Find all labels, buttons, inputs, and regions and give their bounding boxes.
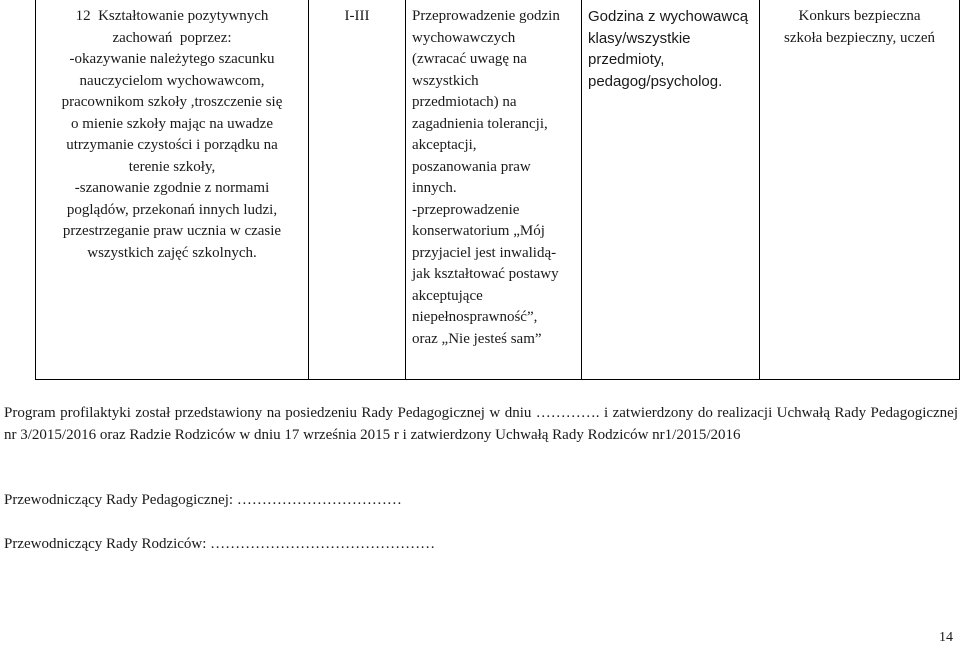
- cell-line: przedmiotach) na: [412, 94, 517, 110]
- cell-line: Godzina z wychowawcą: [588, 8, 749, 25]
- cell-line: klasy/wszystkie: [588, 29, 691, 47]
- cell-line: konserwatorium „Mój: [412, 223, 545, 239]
- cell-line: I-III: [344, 8, 370, 24]
- cell-line: niepełnosprawność”,: [412, 309, 538, 325]
- cell-line: poglądów, przekonań innych ludzi,: [66, 201, 278, 218]
- cell-line: akceptujące: [412, 287, 483, 304]
- cell-line: pracownikom szkoły ,troszczenie się: [61, 94, 283, 110]
- cell-line: przestrzeganie praw ucznia w czasie: [62, 223, 282, 239]
- cell-line: przyjaciel jest inwalidą-: [412, 244, 557, 261]
- cell-task: [36, 0, 309, 380]
- cell-line: jak kształtować postawy: [412, 266, 559, 282]
- cell-line: -okazywanie należytego szacunku: [69, 51, 275, 67]
- cell-line: Przeprowadzenie godzin: [412, 8, 560, 24]
- cell-line: wychowawczych: [412, 29, 516, 46]
- signature-pedagogical-council: Przewodniczący Rady Pedagogicznej: ……………………………: [4, 492, 402, 508]
- cell-line: przedmioty,: [588, 51, 665, 68]
- cell-line: (zwracać uwagę na: [412, 51, 527, 67]
- cell-line: poszanowania praw: [412, 158, 531, 175]
- cell-line: pedagog/psycholog.: [588, 72, 723, 90]
- approval-paragraph: Program profilaktyki został przedstawiony na posiedzeniu Rady Pedagogicznej w dniu …………. i zatwierdzony do realizacji Uchwałą Rady Pedagogicznej nr 3/2015/2016 oraz Radzie Rodziców w dniu 17 września 2015 r i zatwierdzony Uchwałą Rady Rodziców nr1/2015/2016: [4, 405, 958, 443]
- cell-line: 12 Kształtowanie pozytywnych: [75, 8, 269, 24]
- cell-line: zagadnienia tolerancji,: [412, 115, 548, 132]
- cell-line: nauczycielom wychowawcom,: [79, 72, 265, 89]
- program-table: [35, 0, 960, 380]
- cell-line: wszystkich: [412, 72, 479, 89]
- cell-actions: [406, 0, 582, 380]
- cell-line: Konkurs bezpieczna: [798, 8, 921, 24]
- cell-line: akceptacji,: [412, 137, 477, 153]
- cell-line: terenie szkoły,: [128, 158, 216, 175]
- table-row: [36, 0, 960, 380]
- cell-line: innych.: [412, 180, 457, 196]
- cell-classes: [309, 0, 406, 380]
- cell-evaluation: [760, 0, 960, 380]
- cell-line: o mienie szkoły mając na uwadze: [70, 115, 273, 132]
- cell-line: -przeprowadzenie: [412, 201, 520, 218]
- cell-line: szkoła bezpieczny, uczeń: [783, 29, 936, 46]
- cell-line: -szanowanie zgodnie z normami: [74, 180, 270, 196]
- page-number: 14: [939, 630, 953, 645]
- cell-line: utrzymanie czystości i porządku na: [66, 137, 278, 153]
- signature-parents-council: Przewodniczący Rady Rodziców: ………………………………………: [4, 536, 436, 552]
- cell-line: wszystkich zajęć szkolnych.: [87, 244, 257, 261]
- cell-line: zachowań poprzez:: [112, 29, 232, 46]
- cell-responsible: [582, 0, 760, 380]
- cell-line: oraz „Nie jesteś sam”: [412, 330, 542, 347]
